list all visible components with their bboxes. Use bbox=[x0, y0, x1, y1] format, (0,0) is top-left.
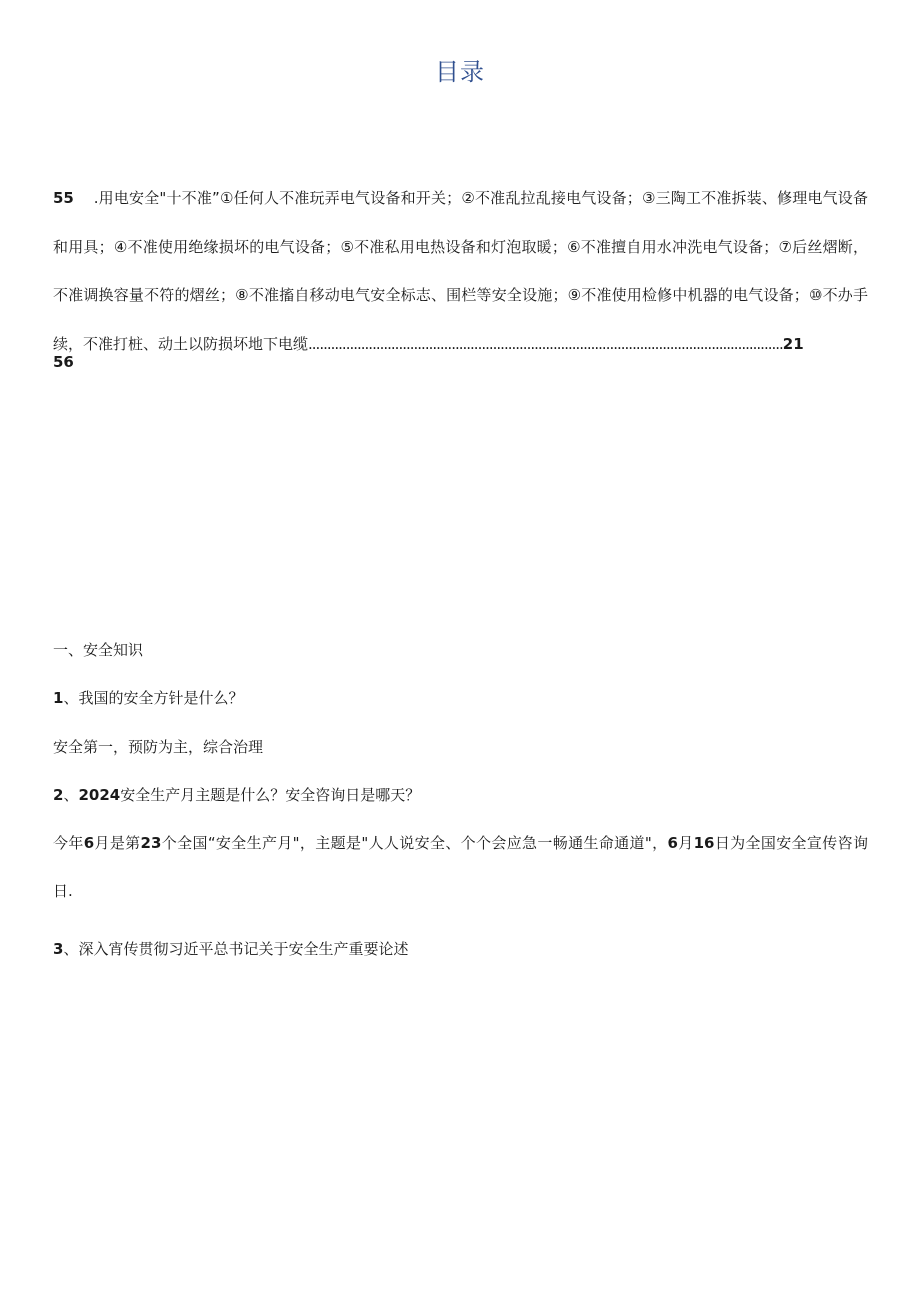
toc-next-number: 56 bbox=[53, 353, 74, 371]
question-3-text: 、深入宵传贯彻习近平总书记关于安全生产重要论述 bbox=[63, 940, 409, 958]
toc-leader-dots: .............................................................................................................................. bbox=[308, 334, 783, 353]
question-2-text: 安全生产月主题是什么？安全咨询日是哪天？ bbox=[120, 786, 421, 804]
question-3 bbox=[53, 939, 408, 959]
answer-1: 安全第一，预防为主，综合治理 bbox=[53, 738, 264, 756]
question-2-year: 2024 bbox=[78, 786, 121, 804]
toc-entry[interactable] bbox=[53, 174, 868, 368]
question-1-number: 1 bbox=[53, 689, 64, 707]
toc-entry-number: 55 bbox=[53, 189, 74, 207]
question-1-text: 、我国的安全方针是什么？ bbox=[63, 689, 244, 707]
question-2-number: 2 bbox=[53, 786, 64, 804]
question-2: 2、2024安全生产月主题是什么？安全咨询日是哪天？ bbox=[53, 786, 421, 804]
toc-page-number: 21 bbox=[782, 334, 804, 353]
question-1 bbox=[53, 688, 243, 708]
question-3-number: 3 bbox=[53, 940, 64, 958]
page-title: 目录 bbox=[435, 58, 485, 86]
section-heading: 一、安全知识 bbox=[53, 641, 144, 659]
toc-entry-text: .用电安全"十不准”①任何人不准玩弄电气设备和开关；②不准乱拉乱接电气设备；③三陶工不准拆装、修理电气设备和用具；④不准使用绝缘损坏的电气设备；⑤不准私用电热设备和灯泡取暖；⑥不准擅自用水冲洗电气设备；⑦后丝熠断，不准调换容量不符的熠丝；⑧不准搐自移动电气安全标志、围栏等安全设施；⑨不准使用检修中机器的电气设备；⑩不办手续，不准打桩、动土以防损坏地下电缆 bbox=[53, 189, 868, 353]
answer-2: 今年6月是第23个全国“安全生产月"，主题是"人人说安全、个个会应急一畅通生命通道"，6月16日为全国安全宣传咨询日. bbox=[53, 834, 868, 900]
